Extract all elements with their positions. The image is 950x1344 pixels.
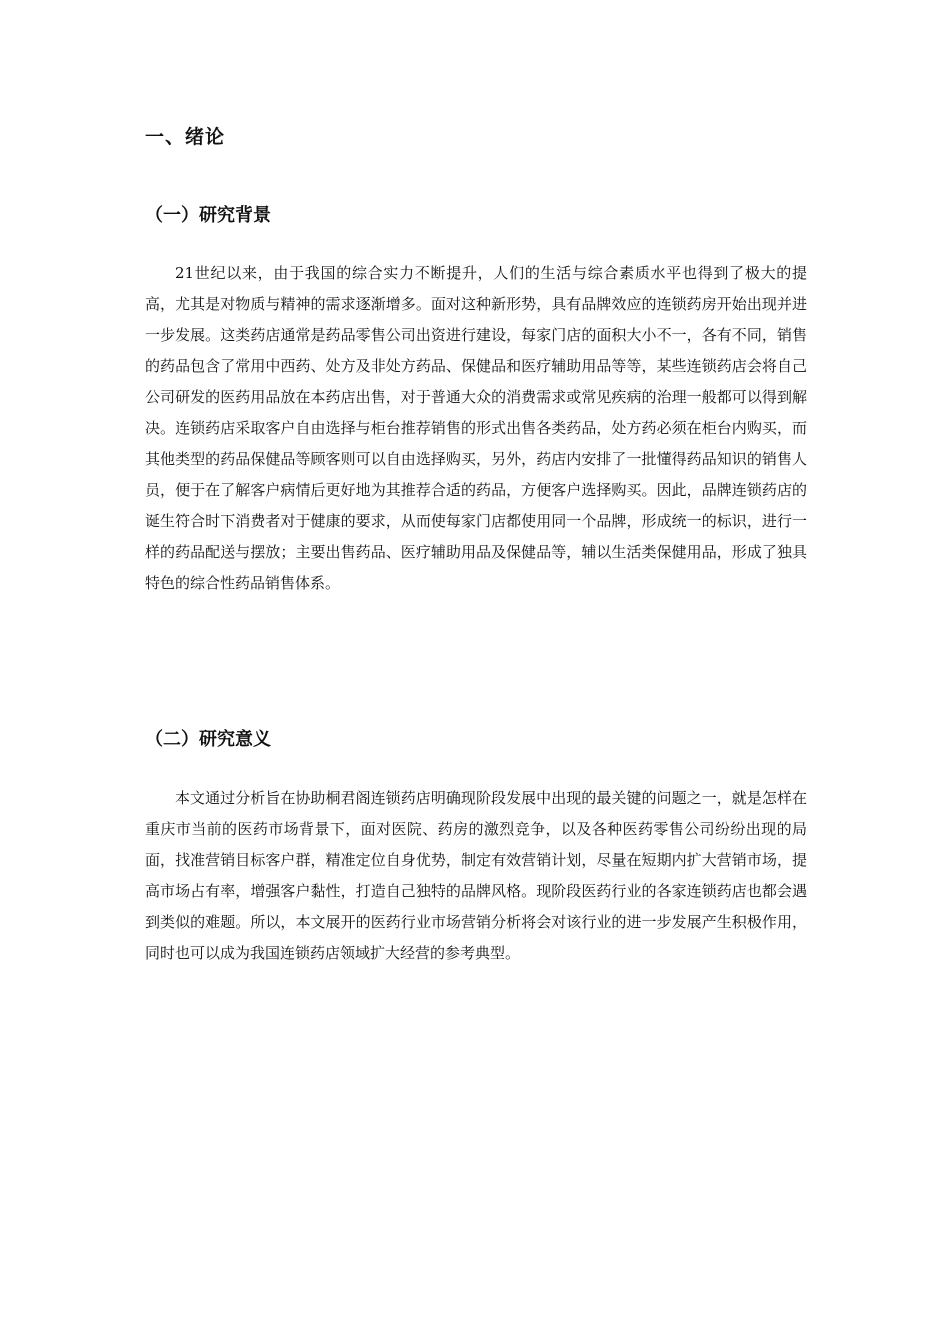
section-heading-background: （一）研究背景 xyxy=(145,205,271,226)
paragraph-background: 21世纪以来，由于我国的综合实力不断提升，人们的生活与综合素质水平也得到了极大的提高，尤其是对物质与精神的需求逐渐增多。面对这种新形势，具有品牌效应的连锁药房开始出现并进一步发展。这类药店通常是药品零售公司出资进行建设，每家门店的面积大小不一，各有不同，销售的药品包含了常用中西药、处方及非处方药品、保健品和医疗辅助用品等等，某些连锁药店会将自己公司研发的医药用品放在本药店出售，对于普通大众的消费需求或常见疾病的治理一般都可以得到解决。连锁药店采取客户自由选择与柜台推荐销售的形式出售各类药品，处方药必须在柜台内购买，而其他类型的药品保健品等顾客则可以自由选择购买，另外，药店内安排了一批懂得药品知识的销售人员，便于在了解客户病情后更好地为其推荐合适的药品，方便客户选择购买。因此，品牌连锁药店的诞生符合时下消费者对于健康的要求，从而使每家门店都使用同一个品牌，形成统一的标识，进行一样的药品配送与摆放；主要出售药品、医疗辅助用品及保健品等，辅以生活类保健用品，形成了独具特色的综合性药品销售体系。 xyxy=(145,264,807,592)
section-heading-significance: （二）研究意义 xyxy=(145,729,271,750)
paragraph-significance: 本文通过分析旨在协助桐君阁连锁药店明确现阶段发展中出现的最关键的问题之一，就是怎样在重庆市当前的医药市场背景下，面对医院、药房的激烈竞争，以及各种医药零售公司纷纷出现的局面，找准营销目标客户群，精准定位自身优势，制定有效营销计划，尽量在短期内扩大营销市场，提高市场占有率，增强客户黏性，打造自己独特的品牌风格。现阶段医药行业的各家连锁药店也都会遇到类似的难题。所以，本文展开的医药行业市场营销分析将会对该行业的进一步发展产生积极作用，同时也可以成为我国连锁药店领域扩大经营的参考典型。 xyxy=(145,789,807,962)
chapter-heading: 一、绪论 xyxy=(145,126,226,148)
